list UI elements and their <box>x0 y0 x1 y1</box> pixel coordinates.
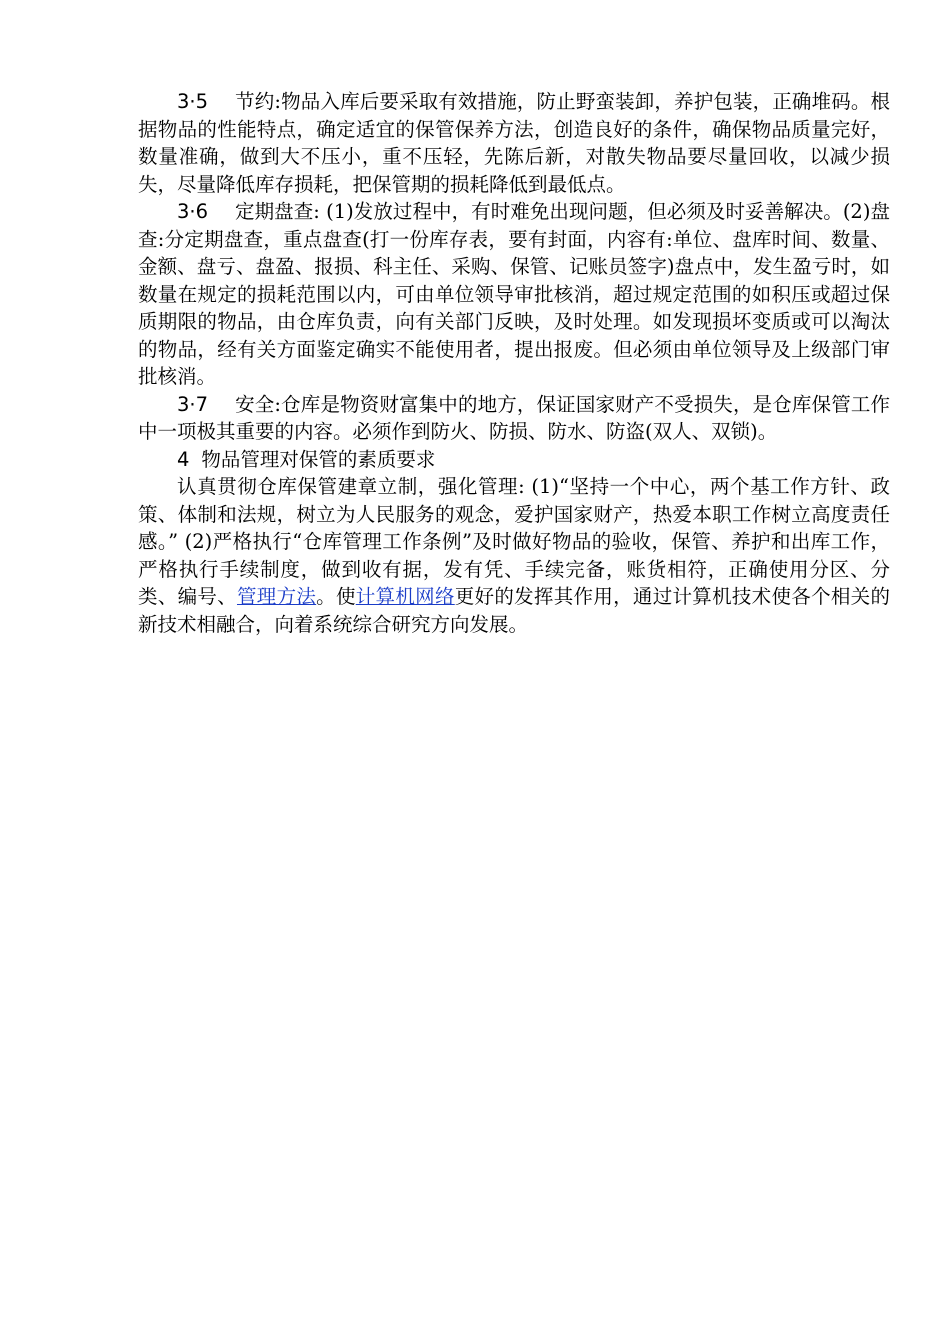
document-page <box>138 88 890 638</box>
paragraph-text: 节约:物品入库后要采取有效措施，防止野蛮装卸，养护包装，正确堆码。根据物品的性能特点，确定适宜的保管保养方法，创造良好的条件，确保物品质量完好，数量准确，做到大不压小，重不压轻，先陈后新，对散失物品要尽量回收，以减少损失，尽量降低库存损耗，把保管期的损耗降低到最低点。 <box>138 90 890 196</box>
paragraph-text: 安全:仓库是物资财富集中的地方，保证国家财产不受损失，是仓库保管工作中一项极其重要的内容。必须作到防火、防损、防水、防盗(双人、双锁)。 <box>138 392 890 443</box>
section-number: 3·6 <box>177 200 209 223</box>
section-number: 3·7 <box>177 392 209 416</box>
paragraph-3-6 <box>138 198 890 391</box>
paragraph-3-5 <box>138 88 890 198</box>
section-title: 物品管理对保管的素质要求 <box>201 447 436 471</box>
paragraph-text: 定期盘查: (1)发放过程中，有时难免出现问题，但必须及时妥善解决。(2)盘查:分定期盘查，重点盘查(打一份库存表，要有封面，内容有:单位、盘库时间、数量、金额、盘亏、盘盈、报损、科主任、采购、保管、记账员签字)盘点中，发生盈亏时，如数量在规定的损耗范围以内，可由单位领导审批核消，超过规定范围的如积压或超过保质期限的物品，由仓库负责，向有关部门反映，及时处理。如发现损坏变质或可以淘汰的物品，经有关方面鉴定确实不能使用者，提出报废。但必须由单位领导及上级部门审批核消。 <box>138 200 890 388</box>
section-4-heading <box>138 446 890 474</box>
paragraph-4-body <box>138 473 890 638</box>
management-method-link[interactable]: 管理方法 <box>236 585 317 608</box>
paragraph-text: 认真贯彻仓库保管建章立制，强化管理: (1)“坚持一个中心，两个基工作方针、政策、体制和法规，树立为人民服务的观念，爱护国家财产，热爱本职工作树立高度责任感。” (2)严格执行“仓库管理工作条例”及时做好物品的验收，保管、养护和出库工作，严格执行手续制度，做到收有据，发有凭、手续完备，账货相符，正确使用分区、分类、编号、 <box>138 475 890 608</box>
section-number: 3·5 <box>177 90 209 113</box>
paragraph-text: 。使 <box>316 585 356 608</box>
paragraph-3-7 <box>138 391 890 446</box>
paragraph-text: 更好的发挥其作用，通过计算机技术使各个相关的新技术相融合，向着系统综合研究方向发展。 <box>138 585 890 636</box>
computer-network-link[interactable]: 计算机网络 <box>355 585 455 608</box>
section-number: 4 <box>177 447 190 471</box>
